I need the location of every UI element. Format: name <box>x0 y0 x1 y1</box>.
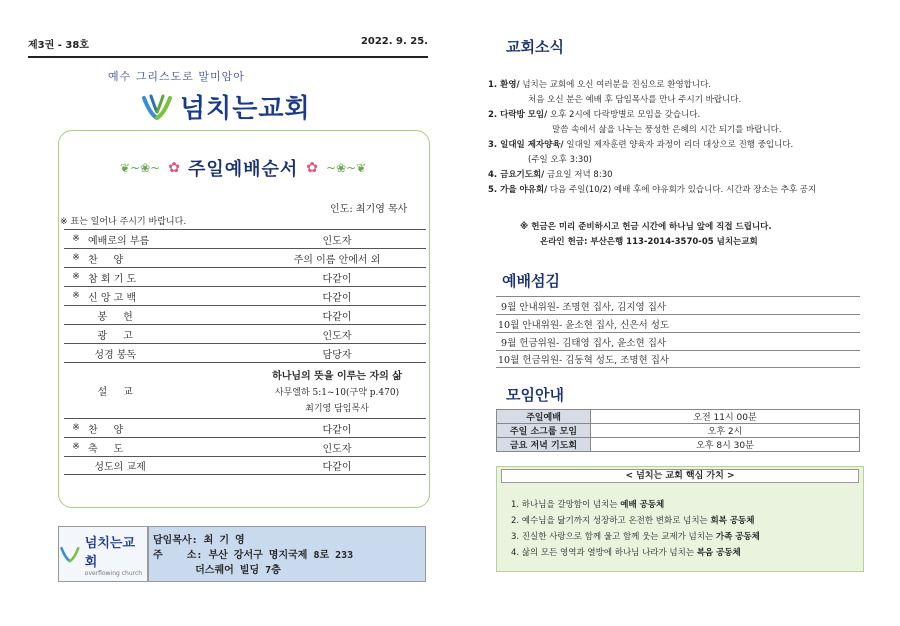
news-title: 교회소식 <box>506 38 564 56</box>
order-item: 축 도 <box>88 443 124 455</box>
value-emphasis: 예배 공동체 <box>620 500 665 510</box>
meeting-label: 주일예배 <box>497 410 591 424</box>
meeting-time: 오전 11시 00분 <box>591 410 860 424</box>
news-item <box>488 78 888 93</box>
meeting-label: 금요 저녁 기도회 <box>497 438 591 452</box>
value-text: 3. 진실한 사랑으로 함께 울고 함께 웃는 교제가 넘치는 <box>511 532 716 542</box>
sermon-reference: 사무엘하 5:1~10(구약 p.470) <box>274 388 400 398</box>
order-who: 인도자 <box>322 443 352 455</box>
news-item <box>488 123 888 138</box>
worship-order-heading <box>120 155 366 181</box>
online-offering-line: 온라인 헌금: 부산은행 113-2014-3570-05 넘치는교회 <box>540 237 758 247</box>
news-item <box>488 108 888 123</box>
news-label: 2. 다락방 모임/ <box>488 110 548 120</box>
news-item <box>488 168 888 183</box>
order-who: 다같이 <box>322 273 352 285</box>
value-emphasis: 가족 공동체 <box>715 532 760 542</box>
worship-order-list <box>64 229 426 475</box>
sermon-preacher: 최기영 담임목사 <box>305 404 369 414</box>
order-who: 담당자 <box>322 349 352 361</box>
stand-mark: ※ <box>72 272 80 282</box>
order-item: 신 앙 고 백 <box>88 292 137 304</box>
meeting-time: 오후 2시 <box>591 424 860 438</box>
value-text: 2. 예수님을 닮기까지 성장하고 온전한 변화로 넘치는 <box>511 516 711 526</box>
worship-order-title: 주일예배순서 <box>187 159 299 180</box>
order-row <box>64 437 426 456</box>
list-item <box>511 497 863 513</box>
meetings-table <box>496 409 860 452</box>
list-item <box>511 529 863 545</box>
church-motto: 예수 그리스도로 말미암아 <box>108 70 245 83</box>
duty-line: 9월 안내위원- 조명현 집사, 김지영 집사 <box>496 296 860 314</box>
core-values-title: < 넘치는 교회 핵심 가치 > <box>501 469 859 483</box>
order-row <box>64 343 426 362</box>
order-row <box>64 248 426 267</box>
meeting-label: 주일 소그룹 모임 <box>497 424 591 438</box>
sermon-details <box>188 363 426 418</box>
order-item: 예배로의 부름 <box>88 235 150 247</box>
order-item: 찬 양 <box>88 424 124 436</box>
order-item: 봉 헌 <box>88 311 133 323</box>
news-text: 일대일 제자훈련 양육자 과정이 리더 대상으로 진행 중입니다. <box>563 140 794 150</box>
value-emphasis: 복음 공동체 <box>696 548 741 558</box>
table-row <box>497 410 860 424</box>
church-logo-icon <box>59 544 81 564</box>
duty-line: 9월 헌금위원- 김태영 집사, 윤소현 집사 <box>496 332 860 350</box>
order-row <box>64 324 426 343</box>
order-who: 다같이 <box>322 311 352 323</box>
church-logo <box>140 88 311 125</box>
order-who: 다같이 <box>322 462 352 473</box>
value-text: 4. 삶의 모든 영역과 열방에 하나님 나라가 넘치는 <box>511 548 697 558</box>
duty-title: 예배섬김 <box>502 272 560 290</box>
duty-list <box>496 296 860 368</box>
vine-ornament-icon: ~❀~❦ <box>326 161 367 175</box>
stand-mark: ※ <box>72 442 80 452</box>
issue-bar <box>28 36 428 58</box>
news-label: 3. 일대일 제자양육/ <box>488 140 564 150</box>
worship-leader: 인도: 최기영 목사 <box>330 204 408 215</box>
order-item: 성도의 교제 <box>88 462 146 473</box>
order-who: 다같이 <box>322 292 352 304</box>
stand-mark: ※ <box>72 423 80 433</box>
order-row <box>64 286 426 305</box>
news-text: 넘치는 교회에 오신 여러분을 진심으로 환영합니다. <box>519 80 711 90</box>
logo-subtitle: overflowing church <box>84 569 143 577</box>
news-label: 4. 금요기도회/ <box>488 170 545 180</box>
contact-logo <box>58 526 148 582</box>
order-who: 인도자 <box>322 330 352 342</box>
value-text: 1. 하나님을 갈망함이 넘치는 <box>511 500 621 510</box>
news-label: 1. 환영/ <box>488 80 520 90</box>
order-item: 참 회 기 도 <box>88 273 137 285</box>
logo-church-name: 넘치는교회 <box>84 535 136 570</box>
order-item: 설 교 <box>88 387 133 398</box>
offering-line: ※ 헌금은 미리 준비하시고 헌금 시간에 하나님 앞에 직접 드립니다. <box>520 222 772 232</box>
sermon-title: 하나님의 뜻을 이루는 자의 삶 <box>272 371 402 382</box>
church-logo-icon <box>140 92 174 122</box>
core-values-list <box>497 497 863 561</box>
order-who: 인도자 <box>322 235 352 247</box>
offering-notice <box>520 220 772 250</box>
order-item: 광 고 <box>88 330 133 342</box>
vine-ornament-icon: ❦~❀~ <box>120 161 161 175</box>
order-row <box>64 229 426 248</box>
stand-mark: ※ <box>72 291 80 301</box>
order-who: 주의 이름 안에서 외 <box>293 254 381 266</box>
standing-notice: ※ 표는 일어나 주시기 바랍니다. <box>60 217 187 227</box>
stand-mark: ※ <box>72 253 80 263</box>
flower-icon: ✿ <box>306 160 319 176</box>
duty-line: 10월 안내위원- 윤소현 집사, 신은서 성도 <box>496 314 860 332</box>
order-who: 다같이 <box>322 424 352 436</box>
church-name: 넘치는교회 <box>180 94 311 124</box>
order-item: 성경 봉독 <box>88 349 137 361</box>
order-row <box>64 456 426 475</box>
stand-mark: ※ <box>72 234 80 244</box>
meeting-time: 오후 8시 30분 <box>591 438 860 452</box>
table-row <box>497 424 860 438</box>
issue-volume: 제3권 - 38호 <box>28 40 89 51</box>
order-row <box>64 305 426 324</box>
news-text: 처음 오신 분은 예배 후 담임목사를 만나 주시기 바랍니다. <box>528 95 742 105</box>
value-emphasis: 회복 공동체 <box>710 516 755 526</box>
address-line-2: 더스퀘어 빌딩 7층 <box>153 565 281 576</box>
duty-line: 10월 헌금위원- 김동혁 성도, 조명현 집사 <box>496 350 860 368</box>
news-text: (주일 오후 3:30) <box>528 155 592 165</box>
list-item <box>511 545 863 561</box>
issue-date: 2022. 9. 25. <box>360 36 428 47</box>
stand-mark <box>64 363 88 418</box>
news-list <box>488 78 888 198</box>
news-item <box>488 183 888 198</box>
news-item <box>488 138 888 153</box>
sermon-row <box>64 362 426 418</box>
news-label: 5. 가을 야유회/ <box>488 185 548 195</box>
contact-info <box>148 526 426 582</box>
order-item: 찬 양 <box>88 254 124 266</box>
news-item <box>488 93 888 108</box>
news-item <box>488 153 888 168</box>
news-text: 다음 주일(10/2) 예배 후에 야유회가 있습니다. 시간과 장소는 추후 공지 <box>547 185 817 195</box>
order-row <box>64 418 426 437</box>
table-row <box>497 438 860 452</box>
list-item <box>511 513 863 529</box>
news-text: 오후 2시에 다락방별로 모임을 갖습니다. <box>547 110 701 120</box>
flower-icon: ✿ <box>168 160 180 176</box>
core-values-box <box>496 466 864 572</box>
meetings-title: 모임안내 <box>506 386 564 404</box>
news-text: 말씀 속에서 삶을 나누는 풍성한 은혜의 시간 되기를 바랍니다. <box>552 125 782 135</box>
order-row <box>64 267 426 286</box>
news-text: 금요일 저녁 8:30 <box>544 170 613 180</box>
pastor-line: 담임목사: 최 기 영 <box>153 535 245 546</box>
address-line: 주 소: 부산 강서구 명지국제 8로 233 <box>153 550 354 561</box>
